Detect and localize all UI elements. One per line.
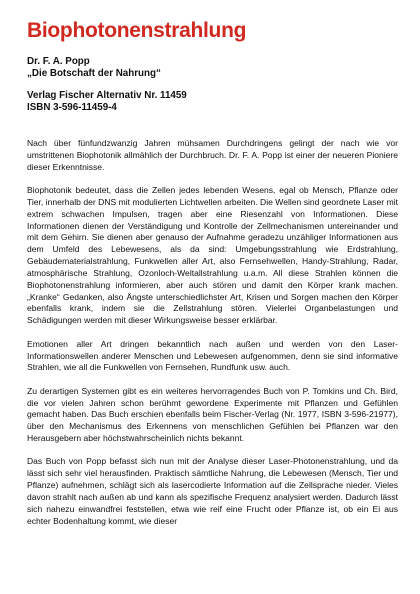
author-line: Dr. F. A. Popp (27, 56, 90, 67)
paragraph: Nach über fünfundzwanzig Jahren mühsamen Durchdringens gelingt der nach wie vor umstrittenen Biophotonik allmählich der Durchbruch. Dr. F. A. Popp ist einer der neueren Pioniere dieser Erkenntnisse. (27, 138, 398, 172)
paragraph: Das Buch von Popp befasst sich nun mit der Analyse dieser Laser-Photonenstrahlung, und da lässt sich sehr viel herausfinden. Praktisch sämtliche Nahrung, die Lebewesen (Mensch, Tier und Pflanze) aufnehmen, schlägt sich als lasercodierte Information auf die Zellsprache nieder. Vieles davon strahlt nach außen ab und kann als spezifische Frequenz analysiert werden. Dadurch lässt sich nahezu einwandfrei feststellen, etwa wie reif eine Frucht oder Pflanze ist, ob ein Ei aus echter Bodenhaltung kommt, wie dieser (27, 456, 398, 526)
paragraph: Zu derartigen Systemen gibt es ein weiteres hervorragendes Buch von P. Tomkins und Ch. Bird, die vor vielen Jahren schon berühmt gewordene Experimente mit Pflanzen und Gefühlen gemacht haben. Das Buch erschien ebenfalls beim Fischer-Verlag (Nr. 1977, ISBN 3-596-21977), über den Mechanismus des Erkennens von menschlichen Gefühlen bei Pflanzen war den Herausgebern aber höchstwahrscheinlich nichts bekannt. (27, 385, 398, 444)
paragraph: Biophotonik bedeutet, dass die Zellen jedes lebenden Wesens, egal ob Mensch, Pflanze oder Tier, innerhalb der DNS mit modulierten Lichtwellen arbeiten. Die Wellen sind geordnete Laser mit extrem schwachen Impulsen, tragen aber eine Riesenzahl von Informationen. Diese Informationen dienen der Verständigung und Kontrolle der Zellmechanismen untereinander und mit dem Gehirn. Sie dienen aber genauso der Aufnahme geradezu unzähliger Informationen aus dem Umfeld des Lebewesens, als da sind: Umgebungsstrahlung wie Erdstrahlung, Gebäudematerialstrahlung, Funkwellen aller Art, also Fernsehwellen, Handy-Strahlung, Radar, atmosphärische Strahlung, Ozonloch-Weltallstrahlung u.a.m. All diese Strahlen können die Biophotonenstrahlung informieren, aber auch stören und damit den Körper krank machen. „Kranke“ Gedanken, also Ängste unterschiedlichster Art, Krisen und Sorgen machen den Körper ebenfalls krank, indem sie die Zellstrahlung stören. Vielerlei Organbelastungen und Schädigungen werden mit dieser Wirkungsweise besser erklärbar. (27, 185, 398, 326)
document-title: Biophotonenstrahlung (27, 19, 247, 42)
meta-spacer (27, 80, 187, 90)
paragraph: Emotionen aller Art dringen bekanntlich nach außen und werden von den Laser-Informationswellen anderer Menschen und Lebewesen aufgenommen, denn sie sind informative Strahlen, wie all die Funkwellen von Fernsehen, Rundfunk usw. auch. (27, 338, 398, 373)
isbn-line: ISBN 3-596-11459-4 (27, 102, 117, 113)
publisher-line: Verlag Fischer Alternativ Nr. 11459 (27, 90, 187, 101)
book-reference (27, 56, 187, 114)
book-title-line: „Die Botschaft der Nahrung“ (27, 68, 161, 79)
article-body (27, 138, 398, 539)
